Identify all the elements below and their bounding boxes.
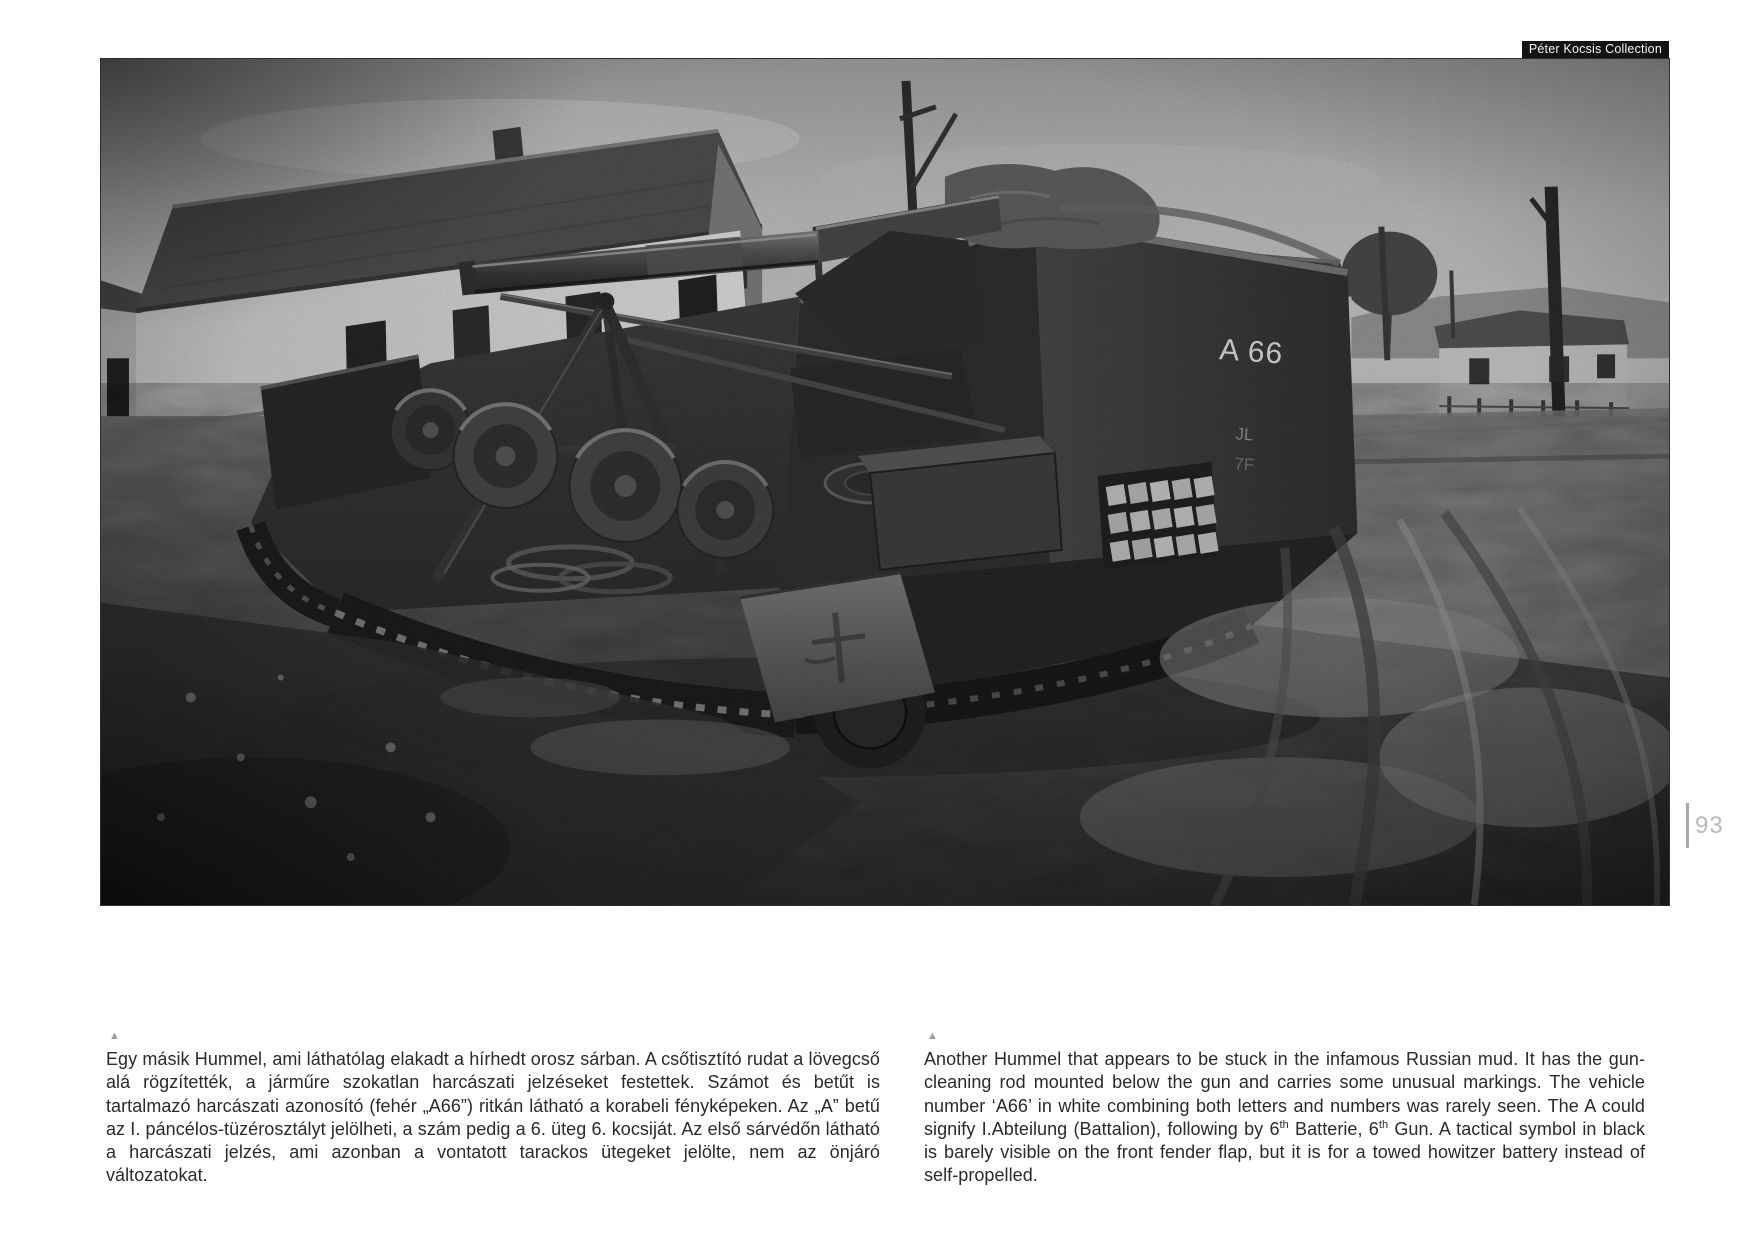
caption-english-text: Another Hummel that appears to be stuck in the infamous Russian mud. It has the gun-cleaning rod mounted below the gun and carries some unusual markings. The vehicle number ‘A66’ in white combining both letters and numbers was rarely seen. The A could signify I.Abteilung (Battalion), following by 6th Batterie, 6th Gun. A tactical symbol in black is barely visible on the front fender flap, but it is for a towed howitzer battery instead of self-propelled.: [924, 1049, 1646, 1186]
page-number-block: [1686, 803, 1724, 848]
photo-illustration: [101, 59, 1669, 905]
caption-hungarian-text: Egy másik Hummel, ami láthatólag elakadt a hírhedt orosz sárban. A csőtisztító rudat a lövegcső alá rögzítették, a járműre szokatlan harcászati jelzéseket festettek. Számot és betűt is tartalmazó harcászati azonosító (fehér „A66”) ritkán látható a korabeli fényképeken. Az „A” betű az I. páncélos-tüzérosztályt jelölheti, a szám pedig a 6. üteg 6. kocsiját. Az első sárvédőn látható a harcászati jelzés, ami azonban a vontatott tarackos ütegeket jelölte, nem az önjáró változatokat.: [106, 1049, 880, 1186]
photo-credit-label: Péter Kocsis Collection: [1522, 41, 1669, 58]
caption-pointer-triangle-icon: ▲: [927, 1030, 938, 1042]
caption-columns: [106, 1031, 1645, 1188]
page-number: 93: [1695, 811, 1724, 839]
caption-pointer-triangle-icon: ▲: [109, 1030, 120, 1042]
caption-english-column: [924, 1031, 1645, 1188]
caption-hungarian-column: [106, 1031, 880, 1188]
page-number-divider: [1686, 803, 1689, 848]
photo: [100, 58, 1670, 906]
